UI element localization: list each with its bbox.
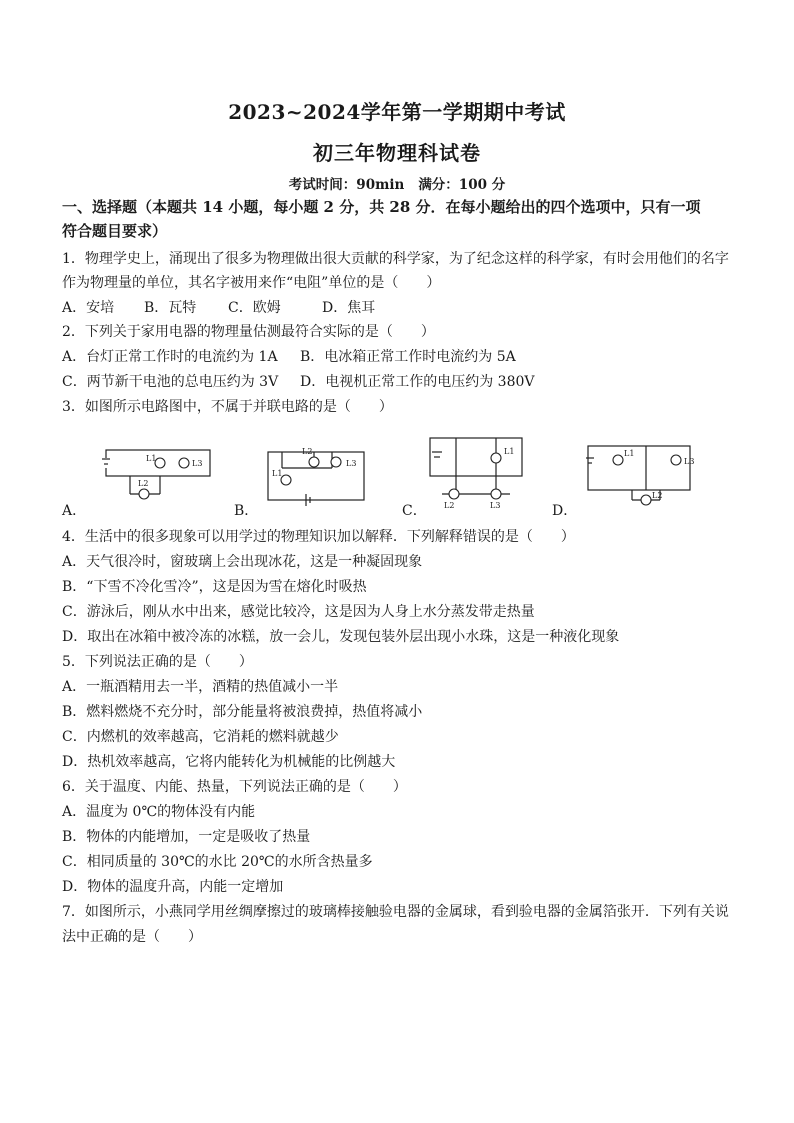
q3-option-d: D．	[552, 503, 578, 519]
q6-stem: 6．关于温度、内能、热量，下列说法正确的是（ ）	[62, 779, 407, 795]
q5-stem: 5．下列说法正确的是（ ）	[62, 654, 253, 670]
lamp-label: L1	[504, 447, 515, 456]
lamp-label: L2	[302, 447, 313, 456]
q1-option-c: C．欧姆	[228, 300, 281, 316]
lamp-label: L2	[652, 491, 663, 500]
lamp-label: L3	[346, 459, 357, 468]
section-heading-cont: 符合题目要求）	[62, 222, 168, 240]
q5-option-d: D．热机效率越高，它将内能转化为机械能的比例越大	[62, 754, 396, 770]
q2-option-b: B．电冰箱正常工作时电流约为 5A	[300, 349, 516, 365]
q1-option-d: D．焦耳	[322, 300, 376, 316]
q1-stem: 1．物理学史上，涌现出了很多为物理做出很大贡献的科学家，为了纪念这样的科学家，有时会用他们的名字	[62, 251, 729, 267]
exam-score: 满分：100 分	[418, 177, 506, 193]
q3-option-a: A．	[62, 503, 87, 519]
q4-option-a: A．天气很冷时，窗玻璃上会出现冰花，这是一种凝固现象	[62, 554, 423, 570]
q2-options-row2	[62, 373, 535, 391]
lamp-icon	[671, 455, 681, 465]
q3-option-b: B．	[234, 503, 259, 519]
lamp-icon	[281, 475, 291, 485]
lamp-label: L3	[684, 457, 695, 466]
circuit-a-diagram	[100, 442, 220, 508]
circuit-d-diagram	[582, 440, 706, 512]
lamp-label: L1	[146, 454, 157, 463]
lamp-icon	[139, 489, 149, 499]
lamp-icon	[331, 457, 341, 467]
q1-stem-cont: 作为物理量的单位，其名字被用来作“电阻”单位的是（ ）	[62, 275, 441, 291]
q4-option-d: D．取出在冰箱中被冷冻的冰糕，放一会儿，发现包装外层出现小水珠，这是一种液化现象	[62, 629, 620, 645]
q5-option-c: C．内燃机的效率越高，它消耗的燃料就越少	[62, 729, 339, 745]
lamp-icon	[309, 457, 319, 467]
lamp-icon	[155, 458, 165, 468]
circuit-c-diagram	[420, 434, 532, 510]
lamp-icon	[491, 489, 501, 499]
q3-stem: 3．如图所示电路图中，不属于并联电路的是（ ）	[62, 399, 393, 415]
q2-option-d: D．电视机正常工作的电压约为 380V	[300, 374, 535, 390]
q1-options	[62, 299, 375, 317]
lamp-label: L1	[272, 469, 283, 478]
q7-stem: 7．如图所示，小燕同学用丝绸摩擦过的玻璃棒接触验电器的金属球，看到验电器的金属箔张开．下列有关说	[62, 904, 729, 920]
q6-option-c: C．相同质量的 30℃的水比 20℃的水所含热量多	[62, 854, 373, 870]
lamp-icon	[641, 495, 651, 505]
q1-option-b: B．瓦特	[144, 300, 197, 316]
lamp-label: L2	[444, 501, 455, 510]
q3-circuit-figures	[62, 438, 742, 520]
exam-info	[0, 173, 794, 193]
lamp-icon	[491, 453, 501, 463]
section-heading: 一、选择题（本题共 14 小题，每小题 2 分，共 28 分．在每小题给出的四个选项中，只有一项	[62, 198, 701, 216]
circuit-b-diagram	[262, 442, 374, 508]
lamp-icon	[449, 489, 459, 499]
lamp-label: L2	[138, 479, 149, 488]
q5-option-b: B．燃料燃烧不充分时，部分能量将被浪费掉，热值将减小	[62, 704, 423, 720]
q7-stem-cont: 法中正确的是（ ）	[62, 929, 202, 945]
q3-option-c: C．	[402, 503, 427, 519]
lamp-label: L3	[192, 459, 203, 468]
q2-option-a: A．台灯正常工作时的电流约为 1A	[62, 349, 278, 365]
q6-option-b: B．物体的内能增加，一定是吸收了热量	[62, 829, 311, 845]
q2-option-c: C．两节新干电池的总电压约为 3V	[62, 374, 279, 390]
exam-subtitle: 初三年物理科试卷	[313, 141, 481, 165]
q2-stem: 2．下列关于家用电器的物理量估测最符合实际的是（ ）	[62, 324, 435, 340]
lamp-label: L1	[624, 449, 635, 458]
lamp-icon	[613, 455, 623, 465]
lamp-icon	[179, 458, 189, 468]
q4-stem: 4．生活中的很多现象可以用学过的物理知识加以解释．下列解释错误的是（ ）	[62, 529, 575, 545]
q2-options-row1	[62, 348, 516, 366]
q1-option-a: A．安培	[62, 300, 115, 316]
exam-title: 2023~2024学年第一学期期中考试	[228, 100, 566, 124]
q4-option-b: B．“下雪不冷化雪冷”，这是因为雪在熔化时吸热	[62, 579, 367, 595]
q4-option-c: C．游泳后，刚从水中出来，感觉比较冷，这是因为人身上水分蒸发带走热量	[62, 604, 535, 620]
q6-option-d: D．物体的温度升高，内能一定增加	[62, 879, 284, 895]
q6-option-a: A．温度为 0℃的物体没有内能	[62, 804, 256, 820]
q5-option-a: A．一瓶酒精用去一半，酒精的热值减小一半	[62, 679, 339, 695]
lamp-label: L3	[490, 501, 501, 510]
exam-time: 考试时间：90min	[288, 177, 405, 193]
